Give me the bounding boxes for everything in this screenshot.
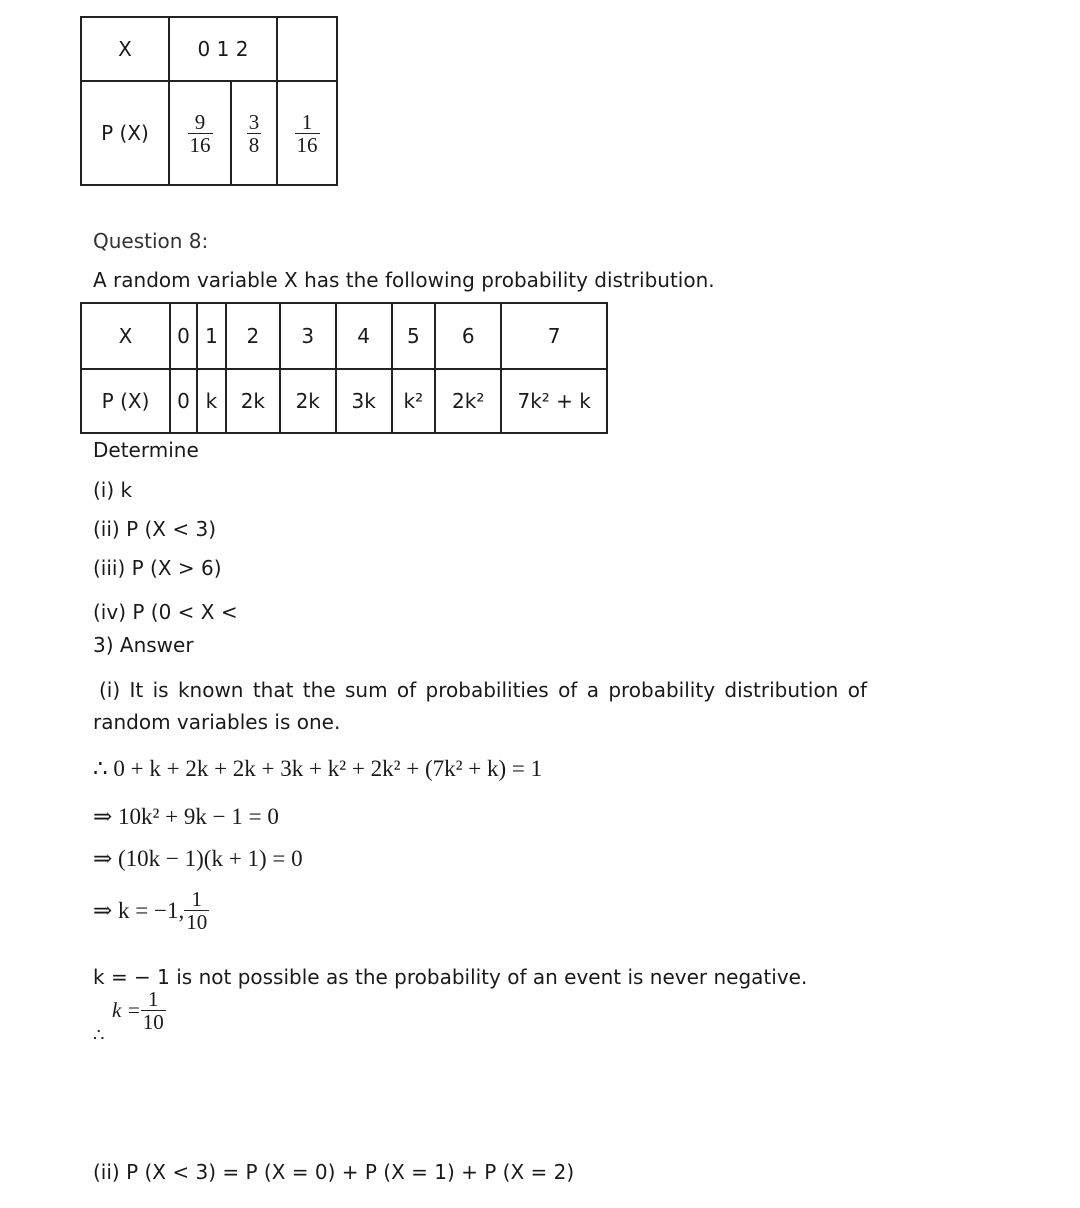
table1-p-cell (169, 81, 231, 185)
fraction (141, 988, 166, 1033)
determine-label: Determine (93, 438, 199, 462)
table1-empty-cell (277, 17, 337, 81)
table-distribution-2 (80, 302, 608, 434)
equation-quadratic: ⇒ 10k² + 9k − 1 = 0 (93, 804, 279, 829)
determine-part-i: (i) k (93, 478, 133, 502)
table2-p-header: P (X) (81, 369, 170, 433)
fraction-numerator: 3 (248, 109, 260, 134)
therefore-symbol: ∴ (93, 1025, 105, 1045)
table2-p-cell: 2k (226, 369, 280, 433)
table1-p-cell (277, 81, 337, 185)
table2-p-cell: 2k² (435, 369, 501, 433)
table2-x-header: X (81, 303, 170, 369)
fraction-numerator: 9 (194, 109, 206, 134)
fraction (295, 111, 320, 156)
fraction-numerator: 1 (148, 987, 159, 1011)
fraction-denominator: 16 (189, 132, 211, 157)
table2-x-cell: 6 (435, 303, 501, 369)
fraction (188, 111, 213, 156)
answer-part-ii: (ii) P (X < 3) = P (X = 0) + P (X = 1) + P (X = 2) (93, 1160, 575, 1184)
table2-p-cell: k² (392, 369, 435, 433)
question-statement: A random variable X has the following probability distribution. (93, 268, 715, 292)
table2-p-cell: 3k (336, 369, 392, 433)
fraction-denominator: 16 (296, 132, 318, 157)
table2-p-cell: k (197, 369, 226, 433)
table2-x-cell: 2 (226, 303, 280, 369)
fraction (247, 111, 262, 156)
question-title: Question 8: (93, 229, 209, 253)
answer-intro-line1: (i) It is known that the sum of probabilities of a probability distribution of (99, 678, 867, 702)
equation-k-value (112, 988, 166, 1033)
table2-x-cell: 0 (170, 303, 197, 369)
equation-roots-prefix: ⇒ k = −1, (93, 897, 185, 923)
table2-x-cell: 3 (280, 303, 336, 369)
table2-x-cell: 5 (392, 303, 435, 369)
table1-p-cell (231, 81, 277, 185)
table2-p-cell: 0 (170, 369, 197, 433)
fraction-denominator: 8 (248, 132, 260, 157)
determine-part-iii: (iii) P (X > 6) (93, 556, 222, 580)
equation-factored: ⇒ (10k − 1)(k + 1) = 0 (93, 846, 303, 871)
table1-x-values: 0 1 2 (169, 17, 277, 81)
fraction (184, 888, 209, 933)
determine-part-ii: (ii) P (X < 3) (93, 517, 216, 541)
k-lhs: k = (112, 998, 141, 1022)
fraction-denominator: 10 (142, 1010, 164, 1034)
answer-note: k = − 1 is not possible as the probability of an event is never negative. (93, 965, 808, 989)
equation-sum: ∴ 0 + k + 2k + 2k + 3k + k² + 2k² + (7k² + k) = 1 (93, 756, 543, 781)
table2-p-cell: 7k² + k (501, 369, 607, 433)
fraction-numerator: 1 (191, 887, 202, 911)
table1-x-header: X (81, 17, 169, 81)
answer-intro-line2: random variables is one. (93, 710, 341, 734)
determine-part-iv: (iv) P (0 < X < (93, 600, 238, 624)
fraction-numerator: 1 (301, 109, 313, 134)
table2-x-cell: 4 (336, 303, 392, 369)
equation-roots (93, 888, 209, 933)
table1-p-header: P (X) (81, 81, 169, 185)
table2-p-cell: 2k (280, 369, 336, 433)
determine-answer-label: 3) Answer (93, 633, 194, 657)
table2-x-cell: 1 (197, 303, 226, 369)
fraction-denominator: 10 (186, 910, 208, 934)
table-distribution-1 (80, 16, 338, 186)
table2-x-cell: 7 (501, 303, 607, 369)
